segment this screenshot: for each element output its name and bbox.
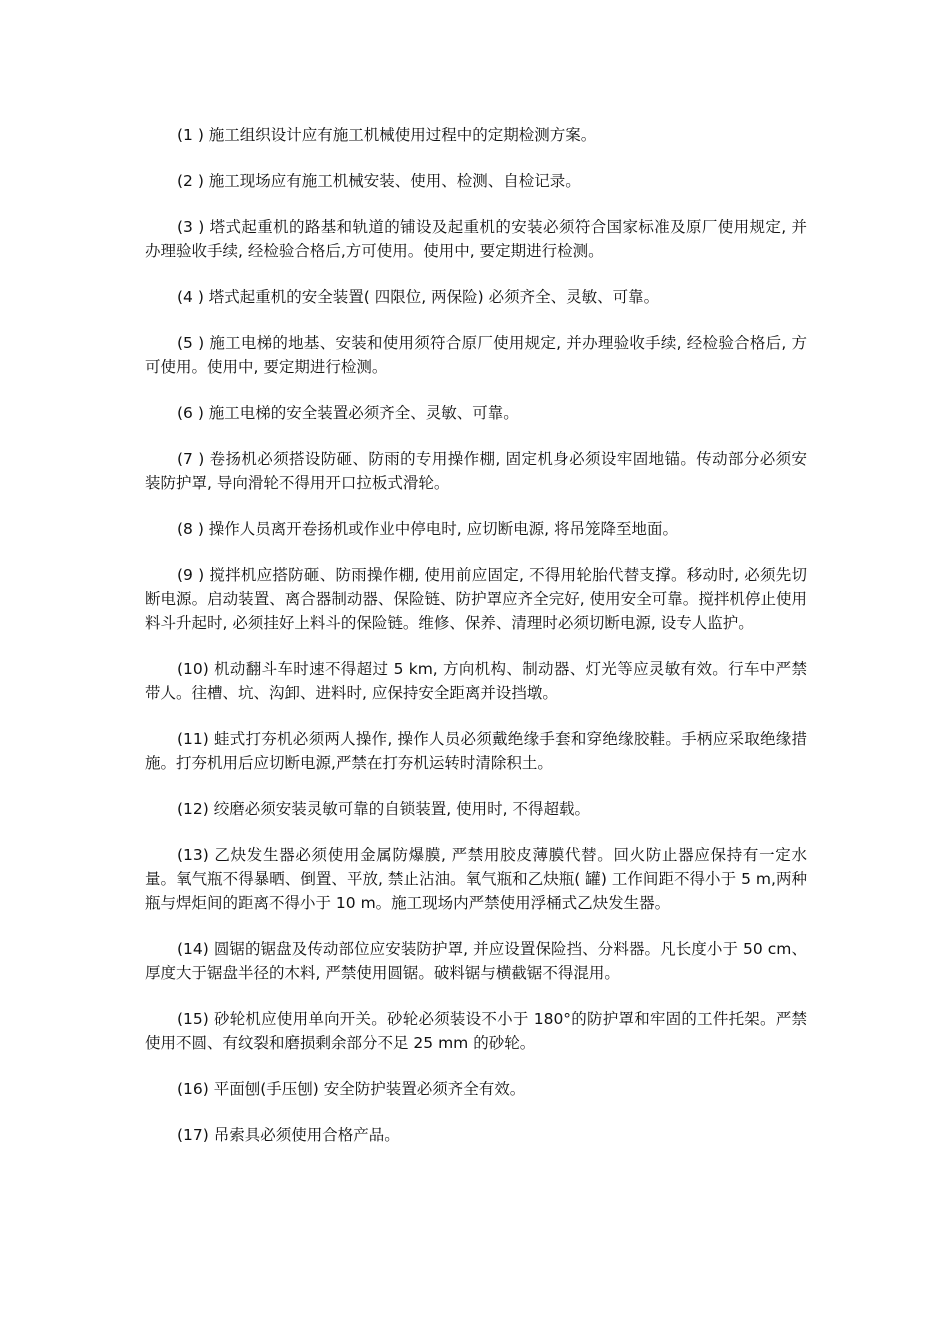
paragraph-14: (14) 圆锯的锯盘及传动部位应安装防护罩, 并应设置保险挡、分料器。凡长度小于 50 cm、厚度大于锯盘半径的木料, 严禁使用圆锯。破料锯与横截锯不得混用。 (145, 940, 807, 982)
paragraph-2: (2 ) 施工现场应有施工机械安装、使用、检测、自检记录。 (177, 172, 581, 190)
paragraph-9: (9 ) 搅拌机应搭防砸、防雨操作棚, 使用前应固定, 不得用轮胎代替支撑。移动时, 必须先切断电源。启动装置、离合器制动器、保险链、防护罩应齐全完好, 使用安全可靠。搅拌机停止使用料斗升起时, 必须挂好上料斗的保险链。维修、保养、清理时必须切断电源, 设专人监护。 (145, 566, 807, 632)
paragraph-11: (11) 蛙式打夯机必须两人操作, 操作人员必须戴绝缘手套和穿绝缘胶鞋。手柄应采取绝缘措施。打夯机用后应切断电源,严禁在打夯机运转时清除积土。 (145, 730, 807, 772)
paragraph-16: (16) 平面刨(手压刨) 安全防护装置必须齐全有效。 (177, 1080, 526, 1098)
paragraph-6: (6 ) 施工电梯的安全装置必须齐全、灵敏、可靠。 (177, 404, 519, 422)
paragraph-13: (13) 乙炔发生器必须使用金属防爆膜, 严禁用胶皮薄膜代替。回火防止器应保持有一定水量。氧气瓶不得暴晒、倒置、平放, 禁止沾油。氧气瓶和乙炔瓶( 罐) 工作间距不得小于 5 m,两种瓶与焊炬间的距离不得小于 10 m。施工现场内严禁使用浮桶式乙炔发生器。 (145, 846, 807, 912)
paragraph-4: (4 ) 塔式起重机的安全装置( 四限位, 两保险) 必须齐全、灵敏、可靠。 (177, 288, 660, 306)
paragraph-12: (12) 绞磨必须安装灵敏可靠的自锁装置, 使用时, 不得超载。 (177, 800, 590, 818)
paragraph-10: (10) 机动翻斗车时速不得超过 5 km, 方向机构、制动器、灯光等应灵敏有效。行车中严禁带人。往槽、坑、沟卸、进料时, 应保持安全距离并设挡墩。 (145, 660, 807, 702)
paragraph-8: (8 ) 操作人员离开卷扬机或作业中停电时, 应切断电源, 将吊笼降至地面。 (177, 520, 679, 538)
document-body (145, 123, 807, 1169)
paragraph-3: (3 ) 塔式起重机的路基和轨道的铺设及起重机的安装必须符合国家标准及原厂使用规定, 并办理验收手续, 经检验合格后,方可使用。使用中, 要定期进行检测。 (145, 218, 807, 260)
paragraph-15: (15) 砂轮机应使用单向开关。砂轮必须装设不小于 180°的防护罩和牢固的工件托架。严禁使用不圆、有纹裂和磨损剩余部分不足 25 mm 的砂轮。 (145, 1010, 807, 1052)
paragraph-7: (7 ) 卷扬机必须搭设防砸、防雨的专用操作棚, 固定机身必须设牢固地锚。传动部分必须安装防护罩, 导向滑轮不得用开口拉板式滑轮。 (145, 450, 807, 492)
paragraph-5: (5 ) 施工电梯的地基、安装和使用须符合原厂使用规定, 并办理验收手续, 经检验合格后, 方可使用。使用中, 要定期进行检测。 (145, 334, 807, 376)
paragraph-1: (1 ) 施工组织设计应有施工机械使用过程中的定期检测方案。 (177, 126, 597, 144)
paragraph-17: (17) 吊索具必须使用合格产品。 (177, 1126, 400, 1144)
